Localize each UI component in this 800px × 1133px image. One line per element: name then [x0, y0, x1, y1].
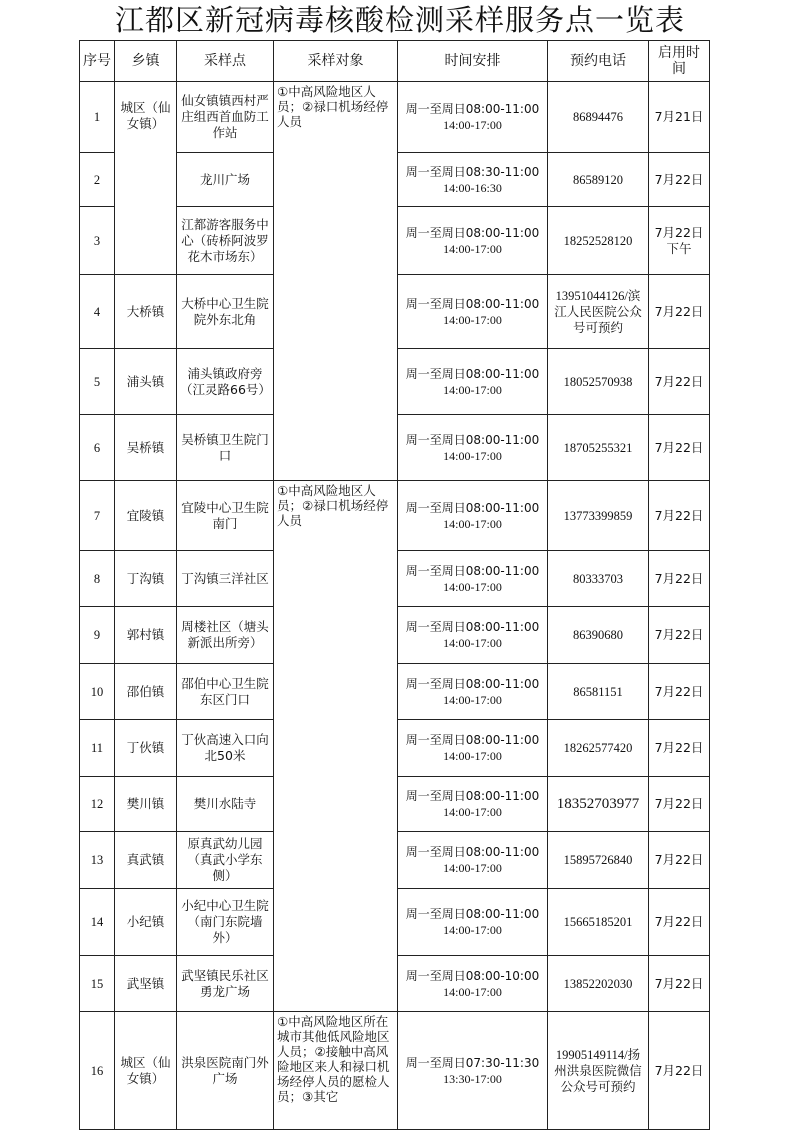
- time-morning: 周一至周日08:00-11:00: [405, 225, 540, 240]
- row-start: 7月22日: [649, 956, 710, 1012]
- row-phone: 86894476: [548, 82, 649, 153]
- row-time: [398, 664, 548, 720]
- row-start: 7月22日: [649, 153, 710, 207]
- time-afternoon: 14:00-17:00: [443, 448, 502, 463]
- row-seq: 4: [80, 275, 115, 349]
- time-afternoon: 14:00-17:00: [443, 636, 502, 650]
- row-start: 7月22日: [649, 415, 710, 481]
- row-town: 城区（仙女镇）: [115, 1012, 177, 1130]
- row-time: [398, 551, 548, 607]
- time-morning: 周一至周日08:30-11:00: [405, 164, 540, 179]
- time-afternoon: 14:00-17:00: [443, 382, 502, 397]
- table-row: [80, 1012, 710, 1130]
- row-phone: 86589120: [548, 153, 649, 207]
- row-seq: 16: [80, 1012, 115, 1130]
- row-time: [398, 956, 548, 1012]
- row-start: 7月22日: [649, 275, 710, 349]
- row-time: [398, 481, 548, 551]
- row-start: 7月22日: [649, 720, 710, 777]
- row-site: 浦头镇政府旁（江灵路66号）: [177, 349, 274, 415]
- row-phone: 15895726840: [548, 832, 649, 889]
- row-phone: 18262577420: [548, 720, 649, 777]
- header-seq: 序号: [80, 41, 115, 82]
- time-morning: 周一至周日08:00-11:00: [405, 500, 540, 515]
- row-start: 7月22日下午: [649, 207, 710, 275]
- time-morning: 周一至周日08:00-11:00: [405, 845, 540, 859]
- row-phone: 18352703977: [548, 777, 649, 832]
- row-town: 吴桥镇: [115, 415, 177, 481]
- row-time: [398, 207, 548, 275]
- row-start: 7月21日: [649, 82, 710, 153]
- row-start: 7月22日: [649, 832, 710, 889]
- row-seq: 3: [80, 207, 115, 275]
- row-phone: 18252528120: [548, 207, 649, 275]
- row-phone: 13951044126/滨江人民医院公众号可预约: [548, 275, 649, 349]
- time-afternoon: 14:00-17:00: [443, 749, 502, 763]
- row-seq: 7: [80, 481, 115, 551]
- table-row: [80, 481, 710, 551]
- row-site: 周楼社区（塘头新派出所旁）: [177, 607, 274, 664]
- row-seq: 5: [80, 349, 115, 415]
- table-row: [80, 82, 710, 153]
- header-time: 时间安排: [398, 41, 548, 82]
- row-site: 宜陵中心卫生院南门: [177, 481, 274, 551]
- row-time: [398, 889, 548, 956]
- header-start: 启用时间: [649, 41, 710, 82]
- row-seq: 11: [80, 720, 115, 777]
- row-site: 仙女镇镇西村严庄组西首血防工作站: [177, 82, 274, 153]
- time-morning: 周一至周日08:00-11:00: [405, 907, 540, 921]
- header-phone: 预约电话: [548, 41, 649, 82]
- page-title: 江都区新冠病毒核酸检测采样服务点一览表: [114, 3, 685, 37]
- row-seq: 1: [80, 82, 115, 153]
- row-time: [398, 153, 548, 207]
- row-phone: 18052570938: [548, 349, 649, 415]
- row-target: ①中高风险地区所在城市其他低风险地区人员；②接触中高风险地区来人和禄口机场经停人员的愿检人员；③其它: [274, 1012, 398, 1130]
- row-town: 小纪镇: [115, 889, 177, 956]
- time-afternoon: 14:00-17:00: [443, 692, 502, 707]
- time-afternoon: 14:00-17:00: [443, 516, 502, 531]
- header-town: 乡镇: [115, 41, 177, 82]
- row-town: 邵伯镇: [115, 664, 177, 720]
- row-town: 樊川镇: [115, 777, 177, 832]
- time-afternoon: 14:00-17:00: [443, 984, 502, 999]
- time-afternoon: 14:00-17:00: [443, 579, 502, 594]
- row-start: 7月22日: [649, 551, 710, 607]
- row-seq: 10: [80, 664, 115, 720]
- time-morning: 周一至周日08:00-11:00: [405, 620, 540, 634]
- row-town: 武坚镇: [115, 956, 177, 1012]
- time-afternoon: 14:00-17:00: [443, 118, 502, 132]
- time-afternoon: 14:00-17:00: [443, 861, 502, 875]
- row-seq: 8: [80, 551, 115, 607]
- time-afternoon: 14:00-17:00: [443, 241, 502, 256]
- row-town: 丁伙镇: [115, 720, 177, 777]
- table-header-row: [80, 41, 710, 82]
- time-morning: 周一至周日08:00-11:00: [405, 563, 540, 578]
- row-town: 浦头镇: [115, 349, 177, 415]
- row-town: 大桥镇: [115, 275, 177, 349]
- row-phone: 86581151: [548, 664, 649, 720]
- time-afternoon: 14:00-17:00: [443, 923, 502, 937]
- row-seq: 12: [80, 777, 115, 832]
- row-start: 7月22日: [649, 1012, 710, 1130]
- header-target: 采样对象: [274, 41, 398, 82]
- row-town: 真武镇: [115, 832, 177, 889]
- row-time: [398, 1012, 548, 1130]
- row-time: [398, 720, 548, 777]
- time-morning: 周一至周日07:30-11:30: [405, 1055, 540, 1070]
- row-site: 小纪中心卫生院（南门东院墙外）: [177, 889, 274, 956]
- row-time: [398, 275, 548, 349]
- row-site: 邵伯中心卫生院东区门口: [177, 664, 274, 720]
- row-site: 丁沟镇三洋社区: [177, 551, 274, 607]
- row-phone: 15665185201: [548, 889, 649, 956]
- time-afternoon: 13:30-17:00: [443, 1071, 502, 1086]
- row-phone: 13852202030: [548, 956, 649, 1012]
- row-town: 城区（仙女镇）: [115, 82, 177, 275]
- row-site: 江都游客服务中心（砖桥阿波罗花木市场东）: [177, 207, 274, 275]
- row-start: 7月22日: [649, 481, 710, 551]
- row-start: 7月22日: [649, 607, 710, 664]
- time-afternoon: 14:00-16:30: [443, 180, 502, 195]
- row-start: 7月22日: [649, 777, 710, 832]
- time-morning: 周一至周日08:00-10:00: [405, 968, 540, 983]
- row-seq: 15: [80, 956, 115, 1012]
- row-site: 龙川广场: [177, 153, 274, 207]
- time-afternoon: 14:00-17:00: [443, 312, 502, 327]
- row-town: 丁沟镇: [115, 551, 177, 607]
- time-morning: 周一至周日08:00-11:00: [405, 789, 540, 803]
- row-site: 丁伙高速入口向北50米: [177, 720, 274, 777]
- row-seq: 6: [80, 415, 115, 481]
- row-time: [398, 607, 548, 664]
- row-target: ①中高风险地区人员；②禄口机场经停人员: [274, 82, 398, 481]
- row-start: 7月22日: [649, 664, 710, 720]
- sampling-sites-table: [79, 40, 710, 1130]
- row-town: 宜陵镇: [115, 481, 177, 551]
- row-site: 原真武幼儿园（真武小学东侧）: [177, 832, 274, 889]
- row-site: 武坚镇民乐社区勇龙广场: [177, 956, 274, 1012]
- row-seq: 13: [80, 832, 115, 889]
- row-phone: 13773399859: [548, 481, 649, 551]
- row-start: 7月22日: [649, 889, 710, 956]
- time-morning: 周一至周日08:00-11:00: [405, 366, 540, 381]
- row-town: 郭村镇: [115, 607, 177, 664]
- row-seq: 9: [80, 607, 115, 664]
- time-morning: 周一至周日08:00-11:00: [405, 733, 540, 747]
- time-afternoon: 14:00-17:00: [443, 805, 502, 819]
- row-phone: 18705255321: [548, 415, 649, 481]
- row-site: 樊川水陆寺: [177, 777, 274, 832]
- row-time: [398, 349, 548, 415]
- row-time: [398, 832, 548, 889]
- row-seq: 14: [80, 889, 115, 956]
- row-target: ①中高风险地区人员；②禄口机场经停人员: [274, 481, 398, 1012]
- row-phone: 86390680: [548, 607, 649, 664]
- row-time: [398, 777, 548, 832]
- time-morning: 周一至周日08:00-11:00: [405, 432, 540, 447]
- row-time: [398, 415, 548, 481]
- row-site: 洪泉医院南门外广场: [177, 1012, 274, 1130]
- row-seq: 2: [80, 153, 115, 207]
- time-morning: 周一至周日08:00-11:00: [405, 296, 540, 311]
- time-morning: 周一至周日08:00-11:00: [405, 676, 540, 691]
- row-site: 吴桥镇卫生院门口: [177, 415, 274, 481]
- row-phone: 80333703: [548, 551, 649, 607]
- header-site: 采样点: [177, 41, 274, 82]
- row-site: 大桥中心卫生院院外东北角: [177, 275, 274, 349]
- row-time: [398, 82, 548, 153]
- row-start: 7月22日: [649, 349, 710, 415]
- time-morning: 周一至周日08:00-11:00: [405, 102, 540, 116]
- row-phone: 19905149114/扬州洪泉医院微信公众号可预约: [548, 1012, 649, 1130]
